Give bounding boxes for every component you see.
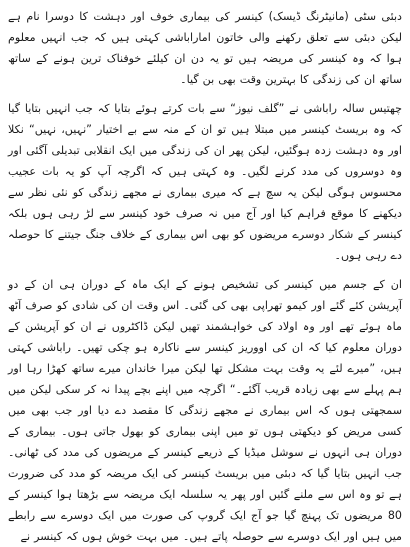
article-paragraph-2: چھتیس سالہ راباشی نے ”گلف نیوز“ سے بات کرتے ہوئے بتایا کہ جب انہیں بتایا گیا کہ وہ بریسٹ کینسر میں مبتلا ہیں تو ان کے منہ سے بے اختیار ”نہیں، نہیں“ نکلا اور وہ دہشت زدہ ہوگئیں، لیکن پھر ان کی زندگی میں ایک انقلابی تبدیلی آگئی اور وہ دوسروں کی مدد کرنے لگیں۔ وہ کہتی ہیں کہ اگرچہ آپ کو یہ بات عجیب محسوس ہوگی لیکن یہ سچ ہے کہ میری بیماری نے مجھے زندگی کو نئی نظر سے دیکھنے کا موقع فراہم کیا اور آج میں نہ صرف خود کینسر سے لڑ رہی ہوں بلکہ کینسر کے شکار دوسرے مریضوں کو بھی اس بیماری کے خلاف جنگ جیتنے کا حوصلہ دے رہی ہوں۔ bbox=[8, 102, 402, 262]
article-paragraph-3: ان کے جسم میں کینسر کی تشخیص ہونے کے ایک ماہ کے دوران ہی ان کے دو آپریشن کئے گئے اور کیمو تھراپی بھی کی گئی۔ اس وقت ان کی شادی کو صرف آٹھ ماہ ہوئے تھے اور وہ اولاد کی خواہشمند تھیں لیکن ڈاکٹروں نے ان کو آپریشن کے دوران معلوم کیا کہ ان کی اووریز کینسر سے ناکارہ ہو چکی تھیں۔ راباشی کہتی ہیں، ”میرے لئے یہ وقت بہت مشکل تھا لیکن میرا خاندان میرے ساتھ کھڑا رہا اور ہم پہلے سے بھی زیادہ قریب آگئے۔“ اگرچہ میں اپنے بچے پیدا نہ کر سکی لیکن میں سمجھتی ہوں کہ اس بیماری نے مجھے زندگی کا مقصد دے دیا اور جب بھی میں کسی مریض کو دیکھتی ہوں تو میں اپنی بیماری کو بھول جاتی ہوں۔ بیماری کے دوران ہی انہوں نے سوشل میڈیا کے ذریعے کینسر کے مریضوں کی مدد کی ٹھانی۔ جب انہیں بتایا گیا کہ دبئی میں بریسٹ کینسر کی ایک مریضہ کو مدد کی ضرورت ہے تو وہ اس سے ملنے گئیں اور پھر یہ سلسلہ ایک مریضہ سے بڑھتا ہوا کینسر کے 80 مریضوں تک پہنچ گیا جو آج ایک گروپ کی صورت میں ایک دوسرے سے رابطے میں ہیں اور ایک دوسرے سے حوصلہ پاتے ہیں۔ میں بہت خوش ہوں کہ کینسر نے bbox=[8, 278, 402, 543]
article-paragraph-1: دبئی سٹی (مانیٹرنگ ڈیسک) کینسر کی بیماری خوف اور دہشت کا دوسرا نام ہے لیکن دبئی سے تعلق رکھنے والی خاتون اماراباشی کہتی ہیں کہ جب انہیں معلوم ہوا کہ وہ کینسر کی مریضہ ہیں تو یہ دن ان کیلئے خوفناک ترین ہونے کے ساتھ ساتھ ان کی زندگی کا بہترین وقت بھی بن گیا۔ bbox=[8, 10, 402, 86]
